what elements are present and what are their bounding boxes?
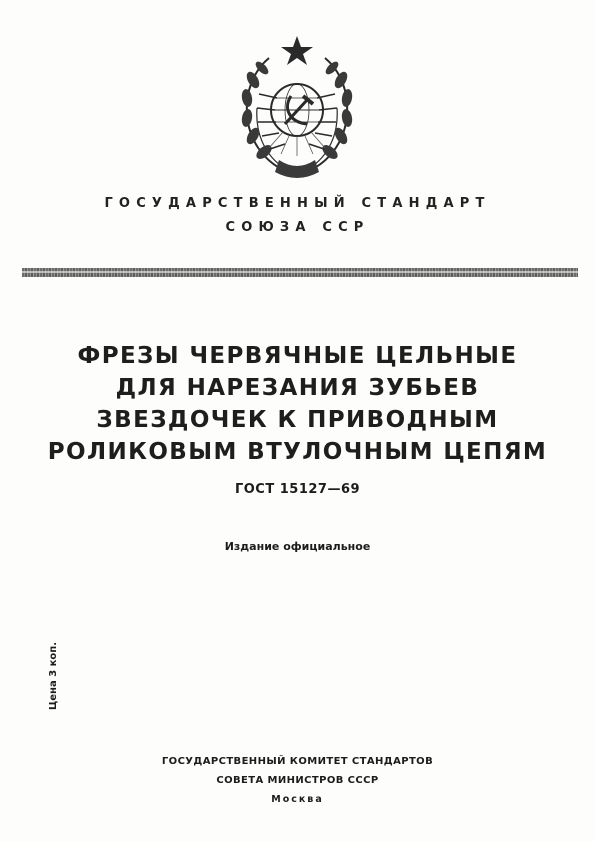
publisher-block — [0, 752, 595, 809]
standard-number: ГОСТ 15127—69 — [234, 482, 361, 497]
decorative-divider — [22, 268, 578, 277]
header-line-2: СОЮЗА ССР — [225, 220, 370, 235]
title-line-2: ДЛЯ НАРЕЗАНИЯ ЗУБЬЕВ — [115, 375, 480, 401]
title-line-1: ФРЕЗЫ ЧЕРВЯЧНЫЕ ЦЕЛЬНЫЕ — [77, 343, 518, 369]
document-series-header — [0, 192, 595, 240]
title-line-3: ЗВЕЗДОЧЕК К ПРИВОДНЫМ — [96, 407, 499, 433]
publisher-line-2: СОВЕТА МИНИСТРОВ СССР — [216, 775, 379, 786]
title-line-4: РОЛИКОВЫМ ВТУЛОЧНЫМ ЦЕПЯМ — [47, 439, 548, 465]
ussr-state-emblem-icon — [233, 32, 361, 187]
document-title — [0, 340, 595, 468]
price-label: Цена 3 коп. — [48, 641, 59, 710]
edition-label: Издание официальное — [224, 540, 371, 553]
header-line-1: ГОСУДАРСТВЕННЫЙ СТАНДАРТ — [104, 196, 491, 211]
publisher-city: Москва — [271, 794, 324, 805]
publisher-line-1: ГОСУДАРСТВЕННЫЙ КОМИТЕТ СТАНДАРТОВ — [161, 756, 434, 767]
